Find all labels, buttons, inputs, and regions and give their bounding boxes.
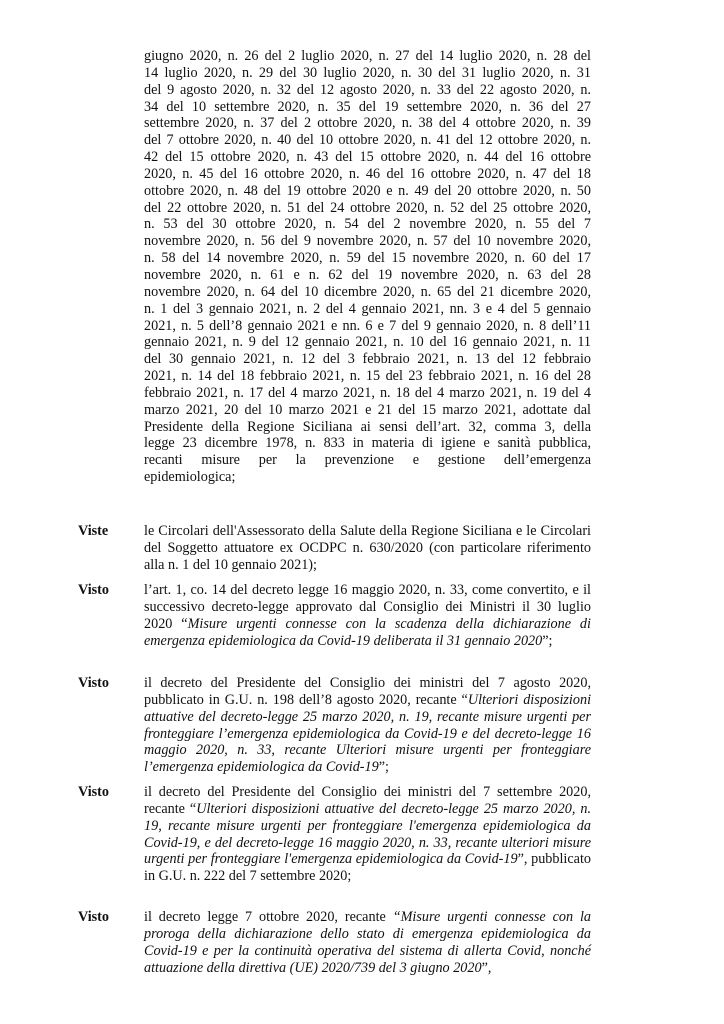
ordinance-list-continuation <box>144 48 591 486</box>
entry-label: Visto <box>78 675 110 691</box>
entry-body <box>144 582 591 649</box>
entry-viste-circolari <box>78 523 591 574</box>
entry-text: il decreto legge 7 ottobre 2020, recante <box>144 909 393 925</box>
entry-text: il decreto del Presidente del Consiglio dei ministri del 7 agosto 2020, pubblicato in G.U. n. 198 dell’8 agosto 2020, recante “ <box>144 675 591 708</box>
entry-text: ”; <box>542 632 553 649</box>
entry-visto-dpcm-agosto <box>78 675 591 776</box>
text-line: marzo 2021, 20 del 10 marzo 2021 e 21 del 15 marzo 2021, adottate dal <box>144 401 591 418</box>
text-line: Presidente della Regione Siciliana ai sensi dell’art. 32, comma 3, della <box>144 418 591 435</box>
text-line: ottobre 2020, n. 48 del 19 ottobre 2020 e n. 49 del 20 ottobre 2020, n. 50 <box>144 182 591 199</box>
entry-label: Visto <box>78 784 110 800</box>
entry-label: Visto <box>78 909 110 925</box>
text-line: 14 luglio 2020, n. 29 del 30 luglio 2020, n. 30 del 31 luglio 2020, n. 31 <box>144 64 591 81</box>
text-line: 2021, n. 14 del 18 febbraio 2021, n. 15 del 23 febbraio 2021, n. 16 del 28 <box>144 368 591 385</box>
entry-body <box>144 784 591 885</box>
text-line: 2021, n. 5 dell’8 gennaio 2021 e nn. 6 e 7 del 9 gennaio 2020, n. 8 dell’11 <box>144 317 591 334</box>
text-line: febbraio 2021, n. 17 del 4 marzo 2021, n. 18 del 4 marzo 2021, n. 19 del 4 <box>144 384 591 401</box>
text-line: novembre 2020, n. 56 del 9 novembre 2020, n. 57 del 10 novembre 2020, <box>144 233 591 250</box>
quoted-title: Ulteriori disposizioni attuative del decreto-legge 25 marzo 2020, n. 19, recante misure urgenti per fronteggiare l'emergenza epidemiologica da Covid-19, e del decreto-legge 16 maggio 2020, n. 33, recante ulteriori misure urgenti per fronteggiare l'emergenza epidemiologica da Covid-19 <box>144 800 591 868</box>
quoted-title: Misure urgenti connesse con la scadenza della dichiarazione di emergenza epidemiologica da Covid-19 deliberata il 31 gennaio 2020 <box>144 615 591 649</box>
text-line: novembre 2020, n. 61 e n. 62 del 19 novembre 2020, n. 63 del 28 <box>144 266 591 283</box>
entry-body <box>144 909 591 976</box>
entry-visto-art1 <box>78 582 591 649</box>
text-line: n. 53 del 30 ottobre 2020, n. 54 del 2 novembre 2020, n. 55 del 7 <box>144 216 591 233</box>
text-line: n. 1 del 3 gennaio 2021, n. 2 del 4 gennaio 2021, nn. 3 e 4 del 5 gennaio <box>144 300 591 317</box>
quoted-title: Ulteriori disposizioni attuative del decreto-legge 25 marzo 2020, n. 19, recante misure urgenti per fronteggiare l’emergenza epidemiologica da Covid-19 e del decreto-legge 16 maggio 2020, n. 33, recante Ulteriori misure urgenti per fronteggiare l’emergenza epidemiologica da Covid-19 <box>144 691 592 776</box>
text-line: giugno 2020, n. 26 del 2 luglio 2020, n. 27 del 14 luglio 2020, n. 28 del <box>144 48 591 64</box>
entry-text: ”, <box>481 959 492 976</box>
text-line: del 22 ottobre 2020, n. 51 del 24 ottobre 2020, n. 52 del 25 ottobre 2020, <box>144 199 591 216</box>
entry-label: Visto <box>78 582 110 598</box>
text-line: novembre 2020, n. 64 del 10 dicembre 2020, n. 65 del 21 dicembre 2020, <box>144 283 591 300</box>
text-line: recanti misure per la prevenzione e gestione dell’emergenza <box>144 452 591 469</box>
entry-text: ”, pubblicato in G.U. n. 222 del 7 settembre 2020; <box>144 851 591 885</box>
entry-body <box>144 523 591 574</box>
text-line: del 9 agosto 2020, n. 32 del 12 agosto 2020, n. 33 del 22 agosto 2020, n. <box>144 81 591 98</box>
quoted-title: “Misure urgenti connesse con la proroga della dichiarazione dello stato di emergenza epidemiologica da Covid-19 e per la continuità operativa del sistema di allerta Covid, nonché attuazione della direttiva (UE) 2020/739 del 3 giugno 2020 <box>144 909 591 976</box>
text-line: gennaio 2021, n. 9 del 12 gennaio 2021, n. 10 del 16 gennaio 2021, n. 11 <box>144 334 591 351</box>
text-line: del 7 ottobre 2020, n. 40 del 10 ottobre 2020, n. 41 del 12 ottobre 2020, n. <box>144 132 591 149</box>
text-line: del 30 gennaio 2021, n. 12 del 3 febbraio 2021, n. 13 del 12 febbraio <box>144 351 591 368</box>
entry-body <box>144 675 591 776</box>
entry-text: le Circolari dell'Assessorato della Salute della Regione Siciliana e le Circolari del Soggetto attuatore ex OCDPC n. 630/2020 (con particolare riferimento alla n. 1 del 10 gennaio 2021); <box>144 523 591 573</box>
text-line: settembre 2020, n. 37 del 2 ottobre 2020, n. 38 del 4 ottobre 2020, n. 39 <box>144 115 591 132</box>
text-line: 2020, n. 45 del 16 ottobre 2020, n. 46 del 16 ottobre 2020, n. 47 del 18 <box>144 165 591 182</box>
entry-visto-decreto-ottobre <box>78 909 591 976</box>
text-line: epidemiologica; <box>144 469 236 486</box>
entry-visto-dpcm-settembre <box>78 784 591 885</box>
text-line: n. 58 del 14 novembre 2020, n. 59 del 15 novembre 2020, n. 60 del 17 <box>144 250 591 267</box>
text-line: legge 23 dicembre 1978, n. 833 in materia di igiene e sanità pubblica, <box>144 435 591 452</box>
entry-text: ”; <box>378 759 389 776</box>
text-line: 34 del 10 settembre 2020, n. 35 del 19 settembre 2020, n. 36 del 27 <box>144 98 591 115</box>
entry-text: il decreto del Presidente del Consiglio dei ministri del 7 settembre 2020, recante “ <box>144 784 591 817</box>
entry-label: Viste <box>78 523 109 539</box>
entry-text: l’art. 1, co. 14 del decreto legge 16 maggio 2020, n. 33, come convertito, e il successivo decreto-legge approvato dal Consiglio dei Ministri il 30 luglio 2020 “ <box>144 582 591 632</box>
text-line: 42 del 15 ottobre 2020, n. 43 del 15 ottobre 2020, n. 44 del 16 ottobre <box>144 149 591 166</box>
